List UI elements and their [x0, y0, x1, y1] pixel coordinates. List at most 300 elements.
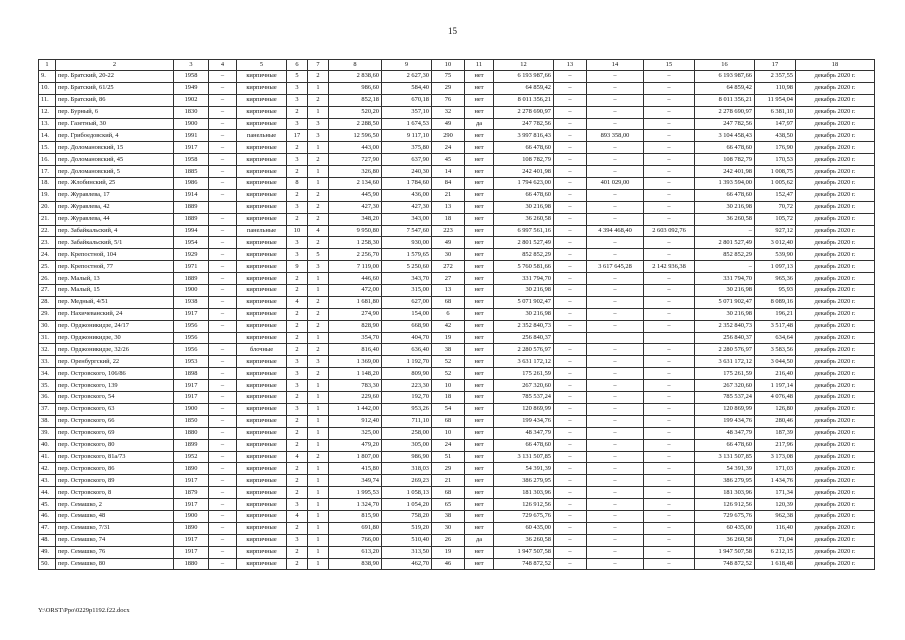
table-cell: 36 260,58	[695, 534, 755, 546]
table-row	[39, 344, 875, 356]
table-cell: –	[644, 475, 695, 487]
table-cell: 927,12	[755, 225, 796, 237]
table-cell: 404,70	[382, 332, 432, 344]
table-cell: –	[587, 308, 644, 320]
table-cell: 1	[308, 534, 329, 546]
table-cell: 331 794,70	[695, 273, 755, 285]
table-cell: 3	[287, 237, 308, 249]
table-cell: нет	[465, 415, 494, 427]
table-cell: 11 954,04	[755, 94, 796, 106]
table-cell: 30 216,98	[695, 201, 755, 213]
table-cell: 1850	[174, 415, 209, 427]
table-row	[39, 380, 875, 392]
table-cell: –	[209, 296, 237, 308]
table-cell: нет	[465, 71, 494, 83]
table-cell: 2	[287, 522, 308, 534]
table-cell: 691,80	[329, 522, 382, 534]
table-cell: 1 681,80	[329, 296, 382, 308]
table-cell: –	[209, 308, 237, 320]
table-cell: –	[587, 463, 644, 475]
table-cell: 1917	[174, 308, 209, 320]
column-header: 15	[644, 60, 695, 71]
table-cell: 34.	[39, 368, 56, 380]
table-cell: –	[644, 94, 695, 106]
table-cell: –	[587, 106, 644, 118]
table-cell: –	[587, 356, 644, 368]
table-cell: 436,00	[382, 189, 432, 201]
table-cell: 520,20	[329, 106, 382, 118]
table-cell: 1971	[174, 261, 209, 273]
table-cell: нет	[465, 427, 494, 439]
table-cell: пер. Доломановский, 15	[56, 142, 174, 154]
table-cell: –	[209, 356, 237, 368]
table-cell: 6 381,10	[755, 106, 796, 118]
table-cell: –	[554, 380, 587, 392]
table-cell: 2 627,30	[382, 71, 432, 83]
table-cell: –	[587, 427, 644, 439]
table-cell: 217,96	[755, 439, 796, 451]
table-cell: –	[209, 487, 237, 499]
table-cell: –	[587, 499, 644, 511]
table-row	[39, 285, 875, 297]
table-cell: нет	[465, 510, 494, 522]
table-cell: 10	[287, 225, 308, 237]
table-cell: –	[554, 213, 587, 225]
table-cell: 1885	[174, 166, 209, 178]
table-cell: 3 131 507,85	[494, 451, 554, 463]
table-cell: 110,98	[755, 82, 796, 94]
table-cell: декабрь 2020 г.	[796, 154, 875, 166]
table-cell: 192,70	[382, 392, 432, 404]
table-cell: 2 278 690,97	[494, 106, 554, 118]
table-cell: –	[695, 225, 755, 237]
table-cell: –	[209, 142, 237, 154]
table-cell: кирпичные	[237, 296, 287, 308]
table-cell: кирпичные	[237, 106, 287, 118]
table-cell: декабрь 2020 г.	[796, 546, 875, 558]
column-header: 9	[382, 60, 432, 71]
table-cell: декабрь 2020 г.	[796, 261, 875, 273]
table-cell: 2 603 092,76	[644, 225, 695, 237]
table-cell: –	[587, 558, 644, 570]
table-cell: 84	[432, 178, 465, 190]
table-cell: 108 782,79	[494, 154, 554, 166]
table-cell: 2 357,55	[755, 71, 796, 83]
table-cell: 45	[432, 154, 465, 166]
table-cell: 247 782,56	[695, 118, 755, 130]
table-cell: 199 434,76	[695, 415, 755, 427]
table-cell: 1 148,20	[329, 368, 382, 380]
table-cell: 5 071 902,47	[494, 296, 554, 308]
table-cell: 2	[287, 285, 308, 297]
table-cell: 95,93	[755, 285, 796, 297]
column-header: 12	[494, 60, 554, 71]
table-cell: 75	[432, 71, 465, 83]
table-cell: 13	[432, 201, 465, 213]
table-cell: кирпичные	[237, 142, 287, 154]
table-cell: пер. Семашко, 74	[56, 534, 174, 546]
table-cell: нет	[465, 142, 494, 154]
table-cell: нет	[465, 475, 494, 487]
table-cell: нет	[465, 166, 494, 178]
table-cell: 1 393 594,00	[695, 178, 755, 190]
table-cell: 30 216,98	[695, 285, 755, 297]
table-cell: 21	[432, 475, 465, 487]
table-cell: пер. Островского, 80	[56, 439, 174, 451]
table-cell: 2	[308, 154, 329, 166]
table-cell: 65	[432, 499, 465, 511]
table-cell: –	[209, 213, 237, 225]
table-cell: 1900	[174, 285, 209, 297]
table-cell: –	[644, 249, 695, 261]
table-cell: 1938	[174, 296, 209, 308]
table-cell: 1	[308, 142, 329, 154]
table-cell: 1 324,70	[329, 499, 382, 511]
table-row	[39, 475, 875, 487]
table-cell: 175 261,59	[494, 368, 554, 380]
table-cell: 1880	[174, 558, 209, 570]
table-cell: –	[209, 273, 237, 285]
table-cell: 1880	[174, 427, 209, 439]
table-cell: 472,00	[329, 285, 382, 297]
table-cell: –	[644, 415, 695, 427]
table-cell: 357,10	[382, 106, 432, 118]
table-cell: 912,40	[329, 415, 382, 427]
table-cell: 13.	[39, 118, 56, 130]
column-header: 4	[209, 60, 237, 71]
table-cell: декабрь 2020 г.	[796, 475, 875, 487]
file-path-footer: Y:\ORST\Ppo\0229p1192.f22.docx	[38, 607, 130, 614]
table-cell: 49.	[39, 546, 56, 558]
table-cell: 45.	[39, 499, 56, 511]
table-cell: 636,40	[382, 344, 432, 356]
table-cell: –	[554, 201, 587, 213]
table-cell: 1 674,53	[382, 118, 432, 130]
table-cell: 2 280 576,97	[695, 344, 755, 356]
table-cell: 1899	[174, 439, 209, 451]
table-cell: 43.	[39, 475, 56, 487]
table-cell: –	[644, 463, 695, 475]
table-cell: 3	[287, 368, 308, 380]
table-cell: пер. Островского, 106/86	[56, 368, 174, 380]
table-cell: –	[644, 439, 695, 451]
table-row	[39, 320, 875, 332]
table-cell: –	[644, 451, 695, 463]
table-cell: кирпичные	[237, 237, 287, 249]
table-cell: 9.	[39, 71, 56, 83]
table-cell: декабрь 2020 г.	[796, 94, 875, 106]
table-cell: да	[465, 534, 494, 546]
table-cell: нет	[465, 261, 494, 273]
table-cell: –	[209, 94, 237, 106]
table-cell: –	[554, 130, 587, 142]
table-cell: 1929	[174, 249, 209, 261]
table-row	[39, 546, 875, 558]
table-cell: 727,90	[329, 154, 382, 166]
table-cell: –	[644, 213, 695, 225]
table-row	[39, 499, 875, 511]
table-cell: 2	[308, 368, 329, 380]
table-cell: –	[554, 534, 587, 546]
table-cell: 242 401,98	[494, 166, 554, 178]
table-cell: 1 008,75	[755, 166, 796, 178]
table-cell: нет	[465, 308, 494, 320]
table-cell: –	[644, 558, 695, 570]
table-cell: 2 134,60	[329, 178, 382, 190]
table-cell: –	[587, 403, 644, 415]
table-cell: –	[209, 261, 237, 273]
table-cell: блочные	[237, 344, 287, 356]
table-cell: 539,90	[755, 249, 796, 261]
table-cell: 668,90	[382, 320, 432, 332]
column-header: 1	[39, 60, 56, 71]
table-cell: 2	[287, 332, 308, 344]
table-cell: 3 631 172,12	[494, 356, 554, 368]
table-cell: 401 029,00	[587, 178, 644, 190]
column-header: 5	[237, 60, 287, 71]
table-row	[39, 213, 875, 225]
table-cell: 1956	[174, 332, 209, 344]
table-row	[39, 154, 875, 166]
table-cell: декабрь 2020 г.	[796, 237, 875, 249]
table-cell: 199 434,76	[494, 415, 554, 427]
table-cell: 6 193 987,66	[494, 71, 554, 83]
table-cell: –	[554, 178, 587, 190]
table-cell: кирпичные	[237, 320, 287, 332]
table-cell: –	[587, 189, 644, 201]
table-cell: 187,39	[755, 427, 796, 439]
table-cell: 1900	[174, 510, 209, 522]
table-cell: 28.	[39, 296, 56, 308]
table-cell: 181 303,96	[695, 487, 755, 499]
table-cell: 3 583,56	[755, 344, 796, 356]
table-cell: 17.	[39, 166, 56, 178]
table-cell: 35.	[39, 380, 56, 392]
table-cell: 19	[432, 546, 465, 558]
table-cell: 71,04	[755, 534, 796, 546]
table-cell: 40.	[39, 439, 56, 451]
table-cell: 23.	[39, 237, 56, 249]
table-cell: да	[465, 118, 494, 130]
table-cell: нет	[465, 94, 494, 106]
table-cell: –	[209, 522, 237, 534]
table-cell: пер. Забайкальский, 4	[56, 225, 174, 237]
table-cell: декабрь 2020 г.	[796, 178, 875, 190]
table-cell: 2	[287, 308, 308, 320]
table-cell: –	[587, 94, 644, 106]
table-cell: 1	[308, 475, 329, 487]
table-cell: 52	[432, 356, 465, 368]
table-cell: 318,03	[382, 463, 432, 475]
table-cell: 8	[287, 178, 308, 190]
table-cell: 2	[287, 558, 308, 570]
table-cell: 2 280 576,97	[494, 344, 554, 356]
table-cell: 49	[432, 237, 465, 249]
table-cell: –	[644, 308, 695, 320]
table-cell: нет	[465, 332, 494, 344]
table-cell: 634,64	[755, 332, 796, 344]
table-cell: –	[587, 392, 644, 404]
table-cell: кирпичные	[237, 546, 287, 558]
table-cell: пер. Забайкальский, 5/1	[56, 237, 174, 249]
table-cell: 42.	[39, 463, 56, 475]
table-cell: нет	[465, 189, 494, 201]
table-cell: –	[554, 451, 587, 463]
table-cell: 60 435,00	[695, 522, 755, 534]
table-cell: –	[554, 154, 587, 166]
table-cell: декабрь 2020 г.	[796, 403, 875, 415]
table-cell: –	[644, 71, 695, 83]
table-cell: нет	[465, 320, 494, 332]
table-cell: 953,26	[382, 403, 432, 415]
table-cell: 852,18	[329, 94, 382, 106]
table-cell: –	[209, 166, 237, 178]
table-cell: 66 478,60	[494, 189, 554, 201]
table-cell: 3 104 458,43	[695, 130, 755, 142]
table-cell: 30.	[39, 320, 56, 332]
table-cell: декабрь 2020 г.	[796, 332, 875, 344]
table-cell: 5 760 581,66	[494, 261, 554, 273]
table-cell: 1917	[174, 534, 209, 546]
table-cell: пер. Братский, 86	[56, 94, 174, 106]
table-cell: 2	[287, 189, 308, 201]
table-cell: 38.	[39, 415, 56, 427]
table-cell: 1917	[174, 546, 209, 558]
table-cell: 29	[432, 463, 465, 475]
table-cell: пер. Доломановский, 5	[56, 166, 174, 178]
table-row	[39, 273, 875, 285]
table-cell: –	[209, 249, 237, 261]
table-cell: –	[209, 71, 237, 83]
table-cell: –	[587, 249, 644, 261]
table-cell: нет	[465, 344, 494, 356]
table-row	[39, 332, 875, 344]
table-cell: 25.	[39, 261, 56, 273]
table-cell: 42	[432, 320, 465, 332]
table-cell: 4	[308, 225, 329, 237]
table-cell: 147,97	[755, 118, 796, 130]
table-cell: 2	[287, 213, 308, 225]
table-cell: –	[209, 463, 237, 475]
table-cell: 1 434,76	[755, 475, 796, 487]
housing-table	[38, 59, 875, 570]
table-cell: 1	[308, 403, 329, 415]
table-cell: –	[587, 368, 644, 380]
table-cell: –	[644, 118, 695, 130]
table-cell: 3	[287, 201, 308, 213]
table-cell: 31.	[39, 332, 56, 344]
table-cell: –	[644, 487, 695, 499]
table-cell: –	[644, 142, 695, 154]
table-cell: кирпичные	[237, 558, 287, 570]
table-cell: кирпичные	[237, 356, 287, 368]
table-cell: –	[209, 380, 237, 392]
table-cell: пер. Островского, 139	[56, 380, 174, 392]
page-number: 15	[448, 26, 457, 36]
table-cell: 670,18	[382, 94, 432, 106]
table-cell: кирпичные	[237, 178, 287, 190]
table-cell: 1917	[174, 499, 209, 511]
table-cell: 315,00	[382, 285, 432, 297]
column-header: 2	[56, 60, 174, 71]
table-cell: 3	[287, 403, 308, 415]
table-cell: 1 995,53	[329, 487, 382, 499]
table-cell: 1949	[174, 82, 209, 94]
table-cell: 1 618,48	[755, 558, 796, 570]
table-cell: 986,90	[382, 451, 432, 463]
column-header: 8	[329, 60, 382, 71]
table-cell: –	[554, 475, 587, 487]
table-cell: пер. Островского, 63	[56, 403, 174, 415]
table-cell: –	[644, 82, 695, 94]
table-cell: –	[587, 82, 644, 94]
table-cell: 272	[432, 261, 465, 273]
table-cell: 2 352 840,73	[494, 320, 554, 332]
table-cell: 29.	[39, 308, 56, 320]
table-cell: 2	[308, 296, 329, 308]
table-cell: декабрь 2020 г.	[796, 213, 875, 225]
table-cell: 986,60	[329, 82, 382, 94]
table-cell: пер. Медный, 4/51	[56, 296, 174, 308]
table-cell: 120 869,99	[494, 403, 554, 415]
table-cell: 223,30	[382, 380, 432, 392]
table-cell: пер. Грибоедовский, 4	[56, 130, 174, 142]
table-cell: 4	[287, 510, 308, 522]
table-cell: –	[644, 522, 695, 534]
table-cell: 1 197,14	[755, 380, 796, 392]
table-cell: 242 401,98	[695, 166, 755, 178]
table-cell: 2	[308, 320, 329, 332]
table-cell: 1 258,30	[329, 237, 382, 249]
table-cell: 4 076,48	[755, 392, 796, 404]
table-cell: декабрь 2020 г.	[796, 225, 875, 237]
table-cell: 325,00	[329, 427, 382, 439]
table-cell: декабрь 2020 г.	[796, 344, 875, 356]
table-cell: –	[644, 510, 695, 522]
table-cell: 965,36	[755, 273, 796, 285]
table-cell: декабрь 2020 г.	[796, 499, 875, 511]
table-cell: 64 859,42	[695, 82, 755, 94]
table-cell: 5 250,60	[382, 261, 432, 273]
table-cell: 196,21	[755, 308, 796, 320]
table-cell: 3	[308, 261, 329, 273]
table-cell: кирпичные	[237, 308, 287, 320]
table-row	[39, 392, 875, 404]
table-cell: –	[644, 320, 695, 332]
table-cell: 1 192,70	[382, 356, 432, 368]
table-cell: 3 517,48	[755, 320, 796, 332]
table-cell: 51	[432, 451, 465, 463]
table-cell: декабрь 2020 г.	[796, 487, 875, 499]
table-cell: 2	[308, 213, 329, 225]
table-cell: кирпичные	[237, 510, 287, 522]
table-cell: 16.	[39, 154, 56, 166]
table-cell: 1	[308, 106, 329, 118]
table-cell: –	[554, 249, 587, 261]
table-row	[39, 237, 875, 249]
table-cell: –	[554, 368, 587, 380]
table-cell: 29	[432, 82, 465, 94]
table-cell: 3	[287, 534, 308, 546]
table-cell: нет	[465, 463, 494, 475]
table-cell: 46.	[39, 510, 56, 522]
table-cell: 1898	[174, 368, 209, 380]
table-cell: 443,00	[329, 142, 382, 154]
table-cell: –	[554, 510, 587, 522]
table-cell: 11.	[39, 94, 56, 106]
table-cell: 170,53	[755, 154, 796, 166]
table-cell: –	[554, 82, 587, 94]
